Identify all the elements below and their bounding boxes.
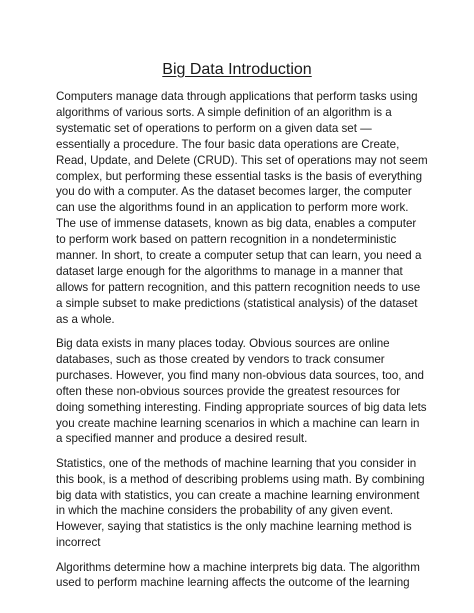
paragraph-algorithms-interpretation: Algorithms determine how a machine interprets big data. The algorithm used to perform machine learning affects the outcome of the learning xyxy=(56,560,420,590)
paragraph-statistics: Statistics, one of the methods of machine learning that you consider in this book, is a method of describing problems using math. By combining big data with statistics, you can create a machine learning environment in which the machine considers the probability of any given event. However, saying that statistics is the only machine learning method is incorrect xyxy=(56,456,425,550)
paragraph-big-data-sources: Big data exists in many places today. Obvious sources are online databases, such as those created by vendors to track consumer purchases. However, you find many non-obvious data sources, too, and often these non-obvious sources provide the greatest resources for doing something interesting. Finding appropriate sources of big data lets you create machine learning scenarios in which a machine can learn in a specified manner and produce a desired result. xyxy=(56,336,427,446)
paragraph-algorithms-overview: Computers manage data through applications that perform tasks using algorithms of various sorts. A simple definition of an algorithm is a systematic set of operations to perform on a given data set — essentially a procedure. The four basic data operations are Create, Read, Update, and Delete (CRUD). This set of operations may not seem complex, but performing these essential tasks is the basis of everything you do with a computer. As the dataset becomes larger, the computer can use the algorithms found in an application to perform more work. The use of immense datasets, known as big data, enables a computer to perform work based on pattern recognition in a nondeterministic manner. In short, to create a computer setup that can learn, you need a dataset large enough for the algorithms to manage in a manner that allows for pattern recognition, and this pattern recognition needs to use a simple subset to make predictions (statistical analysis) of the dataset as a whole. xyxy=(56,90,428,326)
document-title: Big Data Introduction xyxy=(162,61,312,78)
document-body xyxy=(56,89,428,600)
